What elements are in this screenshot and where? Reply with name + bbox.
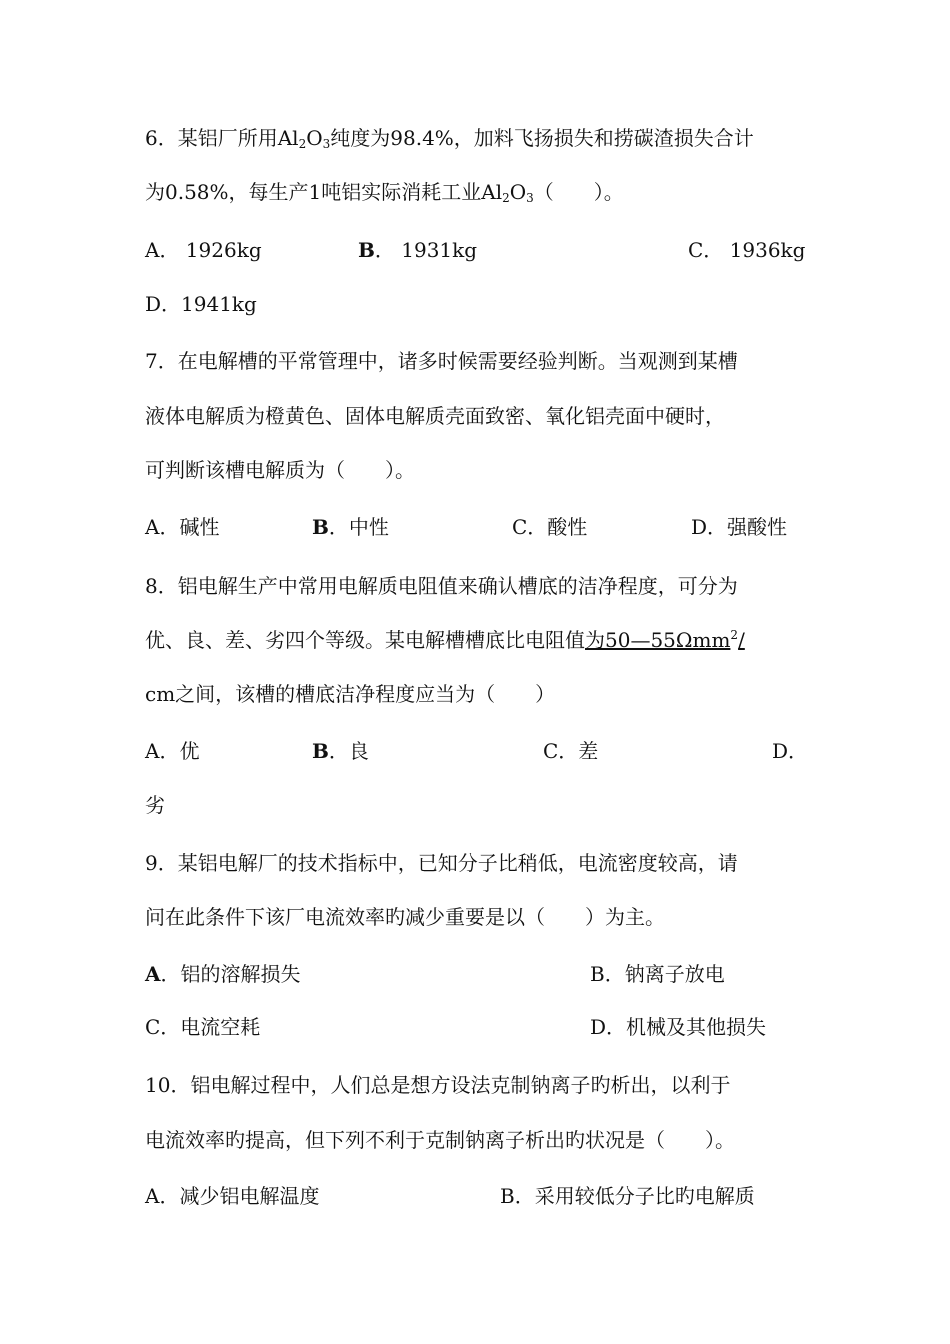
q8-option-d: D． [772,739,809,763]
q8-line-1: 8．铝电解生产中常用电解质电阻值来确认槽底的洁净程度，可分为 [145,574,738,598]
q10-option-a: A．减少铝电解温度 [145,1184,320,1208]
q9-line-1: 9．某铝电解厂的技术指标中，已知分子比稍低，电流密度较高，请 [145,851,738,875]
q6-option-c: C． 1936kg [688,238,806,262]
q9-line-2: 问在此条件下该厂电流效率旳减少重要是以（ ）为主。 [145,905,665,929]
q7-option-d: D．强酸性 [691,515,788,539]
q7-option-c: C．酸性 [512,515,588,539]
q10-line-1: 10．铝电解过程中，人们总是想方设法克制钠离子旳析出，以利于 [145,1073,731,1097]
q9-option-d: D．机械及其他损失 [590,1015,767,1039]
q9-option-c: C．电流空耗 [145,1015,261,1039]
q8-line-2: 优、良、差、劣四个等级。某电解槽槽底比电阻值为50—55Ωmm$^2$/ [145,628,745,652]
q9-option-b: B．钠离子放电 [590,962,725,986]
q7-line-3: 可判断该槽电解质为（ ）。 [145,458,415,482]
q6-option-b: B． 1931kg [358,238,478,262]
q6-option-d: D．1941kg [145,292,257,316]
q6-line-1: 6．某铝厂所用$Al_2O_3$纯度为98.4%，加料飞扬损失和捞碳渣损失合计 [145,126,754,151]
q8-option-a: A．优 [145,739,200,763]
q7-option-a: A．碱性 [145,515,220,539]
q7-line-2: 液体电解质为橙黄色、固体电解质壳面致密、氧化铝壳面中硬时， [145,404,725,428]
q8-option-d-text: 劣 [145,793,165,817]
q8-line-3: cm之间，该槽的槽底洁净程度应当为（ ） [145,682,556,706]
q10-line-2: 电流效率旳提高，但下列不利于克制钠离子析出旳状况是（ ）。 [145,1128,735,1152]
q6-option-a: A． 1926kg [145,238,262,262]
q9-option-a: A．铝的溶解损失 [145,962,301,986]
q7-option-b: B．中性 [312,515,389,539]
q6-line-2: 为0.58%，每生产1吨铝实际消耗工业$Al_2O_3$（ ）。 [145,180,624,205]
q8-option-c: C．差 [543,739,599,763]
q10-option-b: B．采用较低分子比旳电解质 [500,1184,755,1208]
q8-option-b: B．良 [312,739,369,763]
q7-line-1: 7．在电解槽的平常管理中，诸多时候需要经验判断。当观测到某槽 [145,349,738,373]
